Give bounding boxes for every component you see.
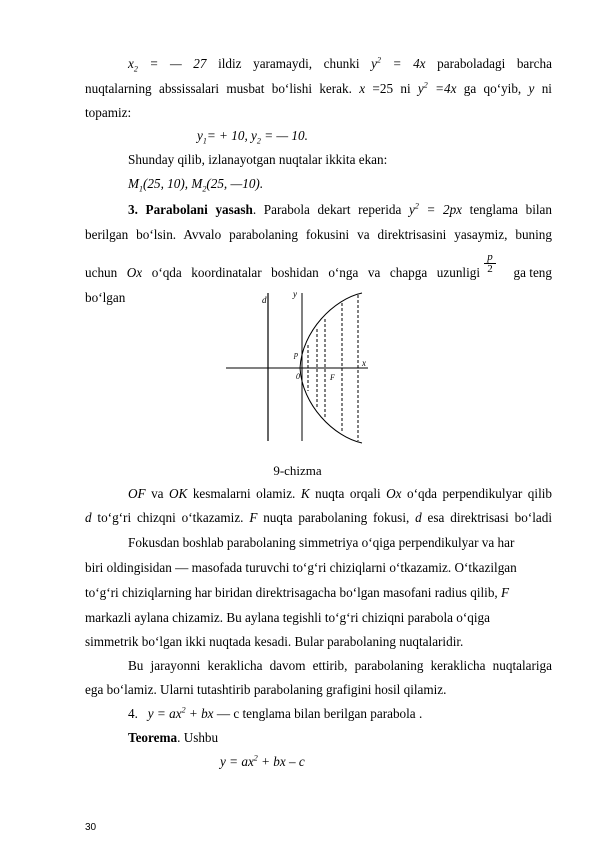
text-span: ga qo‘yib, (456, 81, 529, 96)
text-span: kesmalarni olamiz. (187, 486, 301, 501)
text-line: topamiz: (85, 105, 132, 120)
text-line: Shunday qilib, izlanayotgan nuqtalar ikkita ekan: (128, 152, 388, 167)
equation-text: = — 10. (260, 128, 308, 143)
text-span: ildiz yaramaydi, chunki (218, 56, 372, 71)
label-d: d (262, 295, 267, 305)
text-span: =25 ni (365, 81, 418, 96)
subscript: 1 (202, 136, 207, 146)
item-number: 4. (128, 706, 138, 721)
page-number: 30 (85, 822, 97, 833)
superscript: 2 (377, 55, 381, 65)
line-d: d (85, 510, 92, 525)
text-span: nuqta parabolaning fokusi, (257, 510, 416, 525)
equation-text: =4x (427, 81, 457, 96)
label-y: y (293, 289, 297, 299)
equation-text: + bx – c (257, 754, 305, 769)
text-line: ga teng (513, 265, 552, 280)
subscript: 1 (139, 184, 143, 194)
axis-ox: Ox (126, 265, 143, 280)
text-span: paraboladagi barcha (437, 56, 552, 71)
text-line (128, 486, 552, 502)
var-y: y (197, 128, 203, 143)
equation-line (197, 128, 397, 144)
point-k: K (300, 486, 310, 501)
text-span: to‘g‘ri chiziqlarning har biridan direktrisagacha bo‘lgan masofani radius qilib, (85, 585, 502, 600)
var-x: x (359, 81, 366, 96)
equation-line (220, 754, 420, 770)
text-line (128, 202, 552, 218)
equation-text: + bx (185, 706, 214, 721)
label-f: F (330, 373, 335, 382)
text-span: to‘g‘ri chizqni o‘tkazamiz. (91, 510, 250, 525)
superscript: 2 (181, 705, 186, 715)
text-line: simmetrik bo‘lgan ikki nuqtada kesadi. Bular parabolaning nuqtalaridir. (85, 634, 464, 649)
subscript: 2 (133, 64, 138, 74)
subscript: 2 (256, 136, 261, 146)
text-span: — c tenglama bilan berilgan parabola . (213, 706, 423, 721)
section-title: 3. Parabolani yasash (128, 202, 253, 217)
label-p: p (294, 350, 298, 359)
axis-ox: Ox (386, 486, 402, 501)
text-line: Bu jarayonni keraklicha davom ettirib, parabolaning keraklicha nuqtalariga (128, 658, 552, 673)
equation-text: y = ax (220, 754, 254, 769)
text-line (85, 510, 552, 526)
label-o: 0 (296, 372, 300, 381)
equation-text: = 4x (381, 56, 438, 71)
value-text: = — 27 (137, 56, 219, 71)
line-d: d (415, 510, 422, 525)
text-line: markazli aylana chizamiz. Bu aylana tegishli to‘g‘ri chiziqni parabola o‘qiga (85, 610, 490, 625)
fraction-p-over-2 (484, 252, 496, 275)
text-line: berilgan bo‘lsin. Avvalo parabolaning fokusini va direktrisasini yasaymiz, buning (85, 227, 552, 242)
equation-text: = 2px (418, 202, 463, 217)
point-f: F (501, 585, 510, 600)
text-line: biri oldingisidan — masofada turuvchi to‘g‘ri chiziqlarni o‘tkazamiz. O‘tkazilgan (85, 560, 517, 575)
text-span: ni (534, 81, 552, 96)
var-y: y (371, 56, 377, 71)
point-text: (25, 10), M (143, 176, 203, 191)
parabola-figure (222, 285, 372, 445)
segment-ok: OK (169, 486, 188, 501)
text-span: uchun (85, 265, 127, 280)
text-line (85, 81, 552, 97)
fraction-denominator: 2 (487, 263, 493, 275)
var-y: y (408, 202, 415, 217)
superscript: 2 (423, 80, 428, 90)
figure-caption: 9-chizma (273, 463, 322, 478)
text-line (85, 585, 552, 601)
point-f: F (249, 510, 258, 525)
text-span: nuqtalarning abssissalari musbat bo‘lishi kerak. (85, 81, 360, 96)
points-line (128, 176, 552, 192)
point-m: M (128, 176, 139, 191)
superscript: 2 (414, 201, 419, 211)
text-span: o‘qda koordinatalar boshidan o‘nga va chapga uzunligi (142, 265, 480, 280)
theorem-label: Teorema (128, 730, 178, 745)
text-span: va (145, 486, 170, 501)
text-line (128, 730, 552, 746)
text-span: . Parabola dekart reperida (252, 202, 409, 217)
label-x: x (362, 358, 366, 368)
text-line: ega bo‘lamiz. Ularni tutashtirib parabolaning grafigini hosil qilamiz. (85, 682, 447, 697)
text-line (128, 56, 552, 72)
text-span: tenglama bilan (462, 202, 553, 217)
var-y: y (417, 81, 424, 96)
point-text: (25, —10). (206, 176, 264, 191)
text-line (85, 265, 480, 281)
var-x: x (128, 56, 134, 71)
var-y: y (528, 81, 535, 96)
subscript: 2 (202, 184, 207, 194)
text-span: nuqta orqali (309, 486, 387, 501)
text-span: o‘qda perpendikulyar qilib (401, 486, 552, 501)
equation-text: = + 10, y (206, 128, 257, 143)
text-span: esa direktrisasi bo‘ladi (421, 510, 553, 525)
superscript: 2 (253, 753, 258, 763)
text-line: Fokusdan boshlab parabolaning simmetriya o‘qiga perpendikulyar va har (128, 535, 515, 550)
text-span: . Ushbu (177, 730, 219, 745)
fraction-numerator: p (484, 252, 496, 264)
segment-of: OF (128, 486, 146, 501)
text-line (128, 706, 552, 722)
equation-text: y = ax (147, 706, 182, 721)
text-line: bo‘lgan (85, 290, 126, 305)
